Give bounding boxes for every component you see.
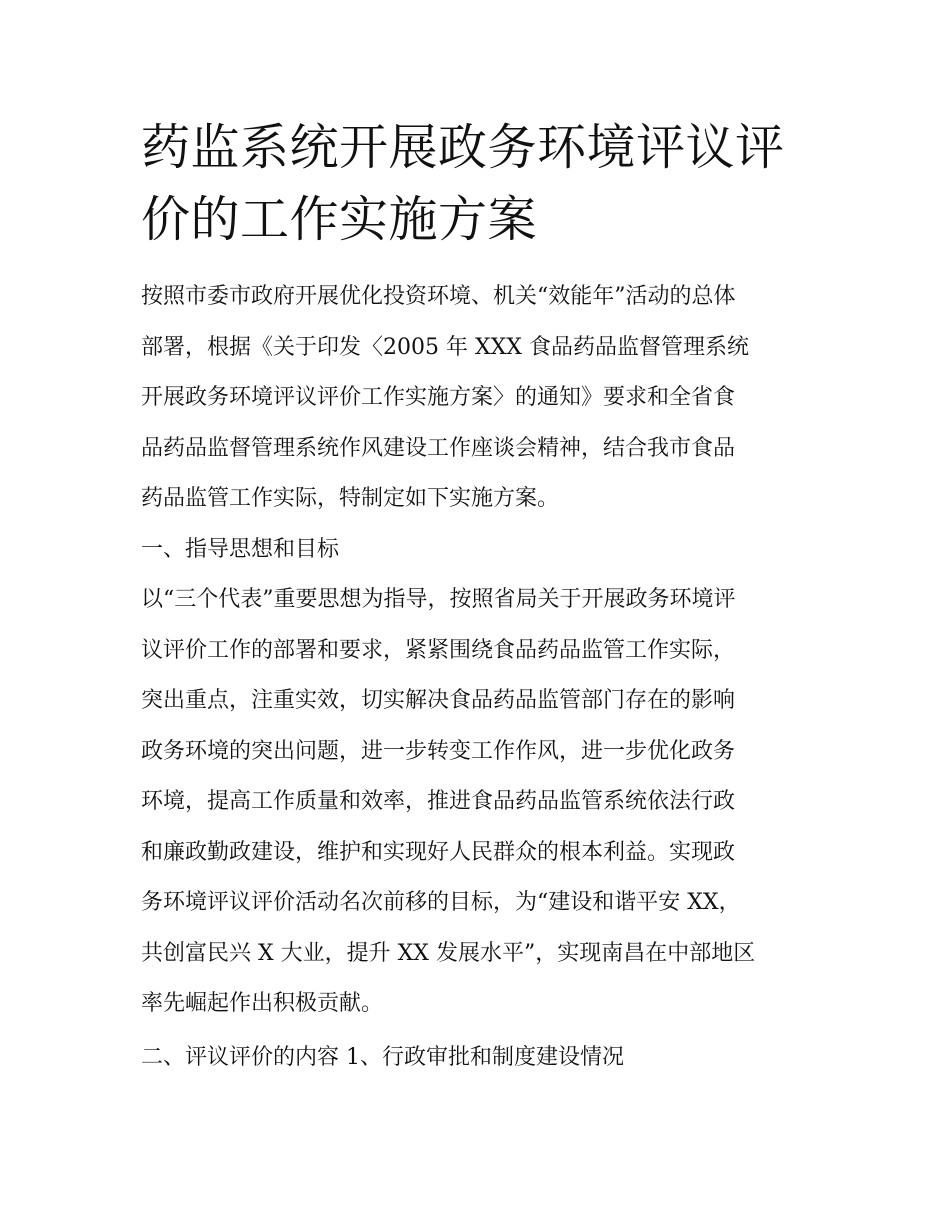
section-1-line-3: 突出重点，注重实效，切实解决食品药品监管部门存在的影响 xyxy=(141,688,736,713)
title-line-2: 价的工作实施方案 xyxy=(141,191,538,248)
intro-line-2: 部署，根据《关于印发〈2005 年 XXX 食品药品监督管理系统 xyxy=(141,334,749,360)
section-2-heading: 二、评议评价的内容 1、行政审批和制度建设情况 xyxy=(141,1044,624,1070)
document-content xyxy=(141,112,816,1083)
intro-line-1: 按照市委市政府开展优化投资环境、机关“效能年”活动的总体 xyxy=(141,284,736,309)
section-1-line-8: 共创富民兴 X 大业，提升 XX 发展水平”，实现南昌在中部地区 xyxy=(141,940,756,966)
section-1-line-4: 政务环境的突出问题，进一步转变工作作风，进一步优化政务 xyxy=(141,738,736,764)
section-1-line-7: 务环境评议评价活动名次前移的目标，为“建设和谐平安 XX， xyxy=(141,890,741,915)
section-1-heading: 一、指导思想和目标 xyxy=(141,536,340,562)
intro-line-4: 品药品监督管理系统作风建设工作座谈会精神，结合我市食品 xyxy=(141,435,736,461)
intro-paragraph xyxy=(141,272,816,525)
intro-line-5: 药品监管工作实际，特制定如下实施方案。 xyxy=(141,486,560,511)
section-1-paragraph xyxy=(141,575,816,1030)
section-1-line-9: 率先崛起作出积极贡献。 xyxy=(141,991,384,1016)
section-1-line-2: 议评价工作的部署和要求，紧紧围绕食品药品监管工作实际， xyxy=(141,637,736,663)
intro-line-3: 开展政务环境评议评价工作实施方案〉的通知》要求和全省食 xyxy=(141,385,736,410)
section-1-line-5: 环境，提高工作质量和效率，推进食品药品监管系统依法行政 xyxy=(141,789,736,814)
document-title xyxy=(141,112,816,256)
section-1-line-6: 和廉政勤政建设，维护和实现好人民群众的根本利益。实现政 xyxy=(141,839,736,865)
section-1-line-1: 以“三个代表”重要思想为指导，按照省局关于开展政务环境评 xyxy=(141,587,736,612)
title-line-1: 药监系统开展政务环境评议评 xyxy=(141,119,785,176)
